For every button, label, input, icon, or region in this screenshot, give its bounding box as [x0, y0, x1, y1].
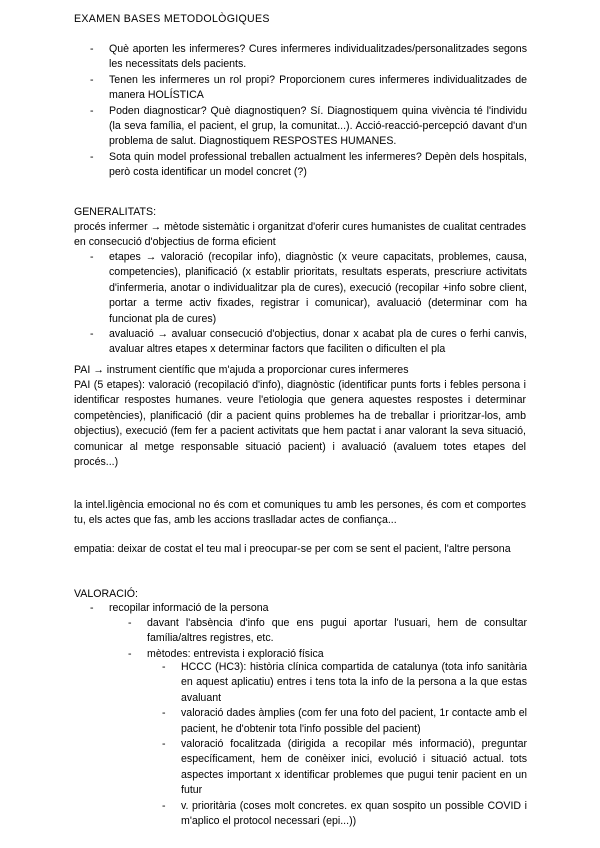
list-item: - avaluació → avaluar consecució d'objectius, donar x acabat pla de cures o ferhi canvis, avaluar altres etapes x determinar factors que faciliten o dificulten el pla	[109, 327, 527, 358]
empatia-paragraph: empatia: deixar de costat el teu mal i preocupar-se per com se sent el pacient, l'altre persona	[74, 543, 511, 555]
list-item: - mètodes: entrevista i exploració física	[147, 647, 527, 662]
list-item: - valoració focalitzada (dirigida a recopilar més informació), preguntar específicament, hem de conèixer inici, evolució i situació actual. tots aspectes important x identificar problemes que pugui tenir pacient en un futur	[181, 737, 527, 799]
pai-line-1: PAI → instrument científic que m'ajuda a proporcionar cures infermeres	[74, 364, 409, 376]
list-item: - etapes → valoració (recopilar info), diagnòstic (x veure capacitats, problemes, causa, competencies), planificació (x establir prioritats, resultats esperats, prescriure activitats d'infermeria, anotar o individualitzar pla de cures), execució (recopilar +info sobre client, portar a terme activ fixades, registrar i comunicar), avaluació (determinar com ha funcionat pla de cures)	[109, 250, 527, 327]
generalitats-list	[109, 250, 527, 358]
list-item: - Sota quin model professional treballen actualment les infermeres? Depèn dels hospitals, però costa identificar un model concret (?)	[109, 150, 527, 181]
methods-list	[181, 660, 527, 829]
list-item: - davant l'absència d'info que ens pugui aportar l'usuari, hem de consultar família/altres registres, etc.	[147, 616, 527, 647]
generalitats-heading: GENERALITATS:	[74, 206, 157, 218]
list-item: - Tenen les infermeres un rol propi? Proporcionem cures infermeres individualitzades de manera HOLÍSTICA	[109, 73, 527, 104]
valoracio-heading: VALORACIÓ:	[74, 588, 138, 600]
intro-question-list	[109, 42, 527, 181]
list-item: - valoració dades àmplies (com fer una foto del pacient, 1r contacte amb el pacient, he d'obtenir tota l'info possible del pacient)	[181, 706, 527, 737]
list-item: - v. prioritària (coses molt concretes. ex quan sospito un possible COVID i m'aplico el protocol necessari (epi...))	[181, 799, 527, 830]
intel-paragraph: la intel.ligència emocional no és com et comuniques tu amb les persones, és com et comportes tu, els actes que fas, amb les accions traslladar actes de confiança...	[74, 499, 526, 527]
list-item: - Poden diagnosticar? Què diagnostiquen? Sí. Diagnostiquem quina vivència té l'individu (la seva família, el pacient, el grup, la comunitat...). Acció-reacció-percepció davant d'un problema de salut. Diagnostiquem RESPOSTES HUMANES.	[109, 104, 527, 150]
list-item: - recopilar informació de la persona	[109, 601, 527, 616]
generalitats-intro: procés infermer → mètode sistemàtic i organitzat d'oferir cures humanistes de cualitat centrades en consecució d'objectius de forma eficient	[74, 221, 526, 249]
list-item: - HCCC (HC3): història clínica compartida de catalunya (tota info sanitària en aquest aplicatiu) entres i tens tota la info de la persona a la que estas avaluant	[181, 660, 527, 706]
valoracio-list	[109, 601, 527, 616]
document-title: EXAMEN BASES METODOLÒGIQUES	[74, 13, 270, 25]
pai-line-2: PAI (5 etapes): valoració (recopilació d'info), diagnòstic (identificar punts forts i febles persona i identificar respostes humanes. veure l'etiologia que genera aquestes respostes i determinar competències), planificació (dir a pacient quins problemes ha de treballar i prioritzar-los, amb objectius), execució (fem fer a pacient activitats que hem pactat i anar valorant la seva situació, comunicar al metge responsable situació pacient) i avaluació (avaluem totes etapes del procés...)	[74, 379, 526, 469]
valoracio-sub-list	[147, 616, 527, 662]
list-item: - Què aporten les infermeres? Cures infermeres individualitzades/personalitzades segons les necessitats dels pacients.	[109, 42, 527, 73]
